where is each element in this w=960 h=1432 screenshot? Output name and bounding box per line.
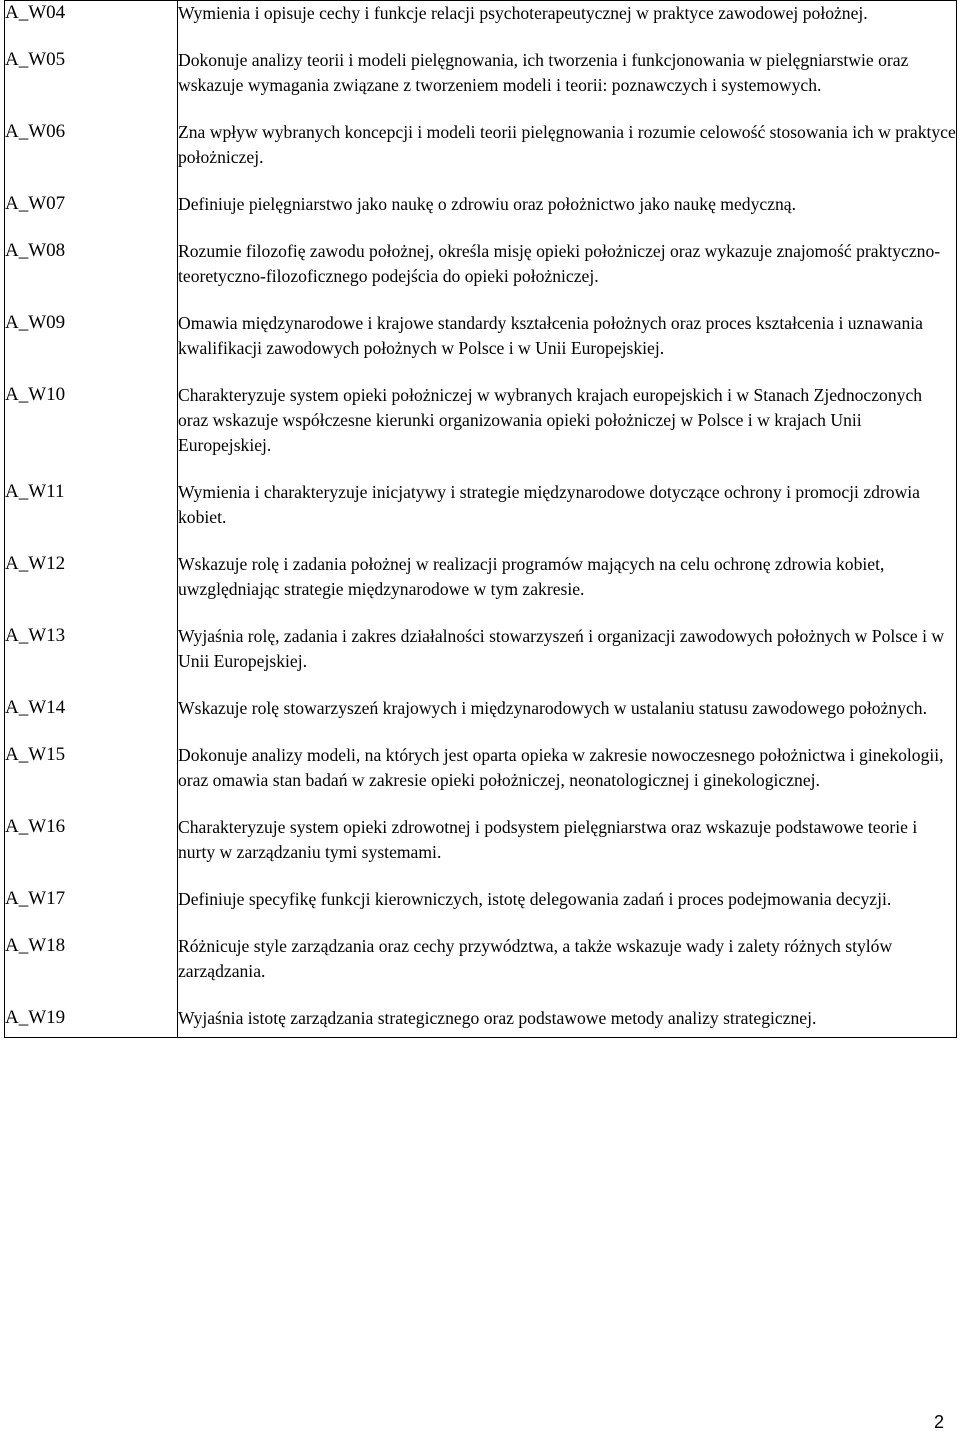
outcome-code: A_W07 xyxy=(5,193,66,214)
outcome-code: A_W14 xyxy=(5,697,66,718)
outcome-code: A_W15 xyxy=(5,744,66,765)
outcome-code: A_W04 xyxy=(5,2,66,23)
learning-outcomes-table xyxy=(4,0,957,1038)
outcome-description: Dokonuje analizy modeli, na których jest oparta opieka w zakresie nowoczesnego położnictwa i ginekologii, oraz omawia stan badań w zakresie opieki położniczej, neonatologicznej i ginekologicznej. xyxy=(178,745,944,790)
outcome-description: Charakteryzuje system opieki położniczej w wybranych krajach europejskich i w Stanach Zjednoczonych oraz wskazuje współczesne kierunki organizowania opieki położniczej w Polsce i w krajach Unii Europejskiej. xyxy=(178,385,923,455)
outcome-code: A_W11 xyxy=(5,481,65,502)
outcome-code: A_W13 xyxy=(5,625,66,646)
outcome-description: Rozumie filozofię zawodu położnej, określa misję opieki położniczej oraz wykazuje znajomość praktyczno-teoretyczno-filozoficznego podejścia do opieki położniczej. xyxy=(178,241,941,286)
outcome-code: A_W12 xyxy=(5,553,66,574)
outcome-code: A_W16 xyxy=(5,816,66,837)
outcome-description: Omawia międzynarodowe i krajowe standardy kształcenia położnych oraz proces kształcenia i uznawania kwalifikacji zawodowych położnych w Polsce i w Unii Europejskiej. xyxy=(178,313,923,358)
outcome-description: Definiuje specyfikę funkcji kierowniczych, istotę delegowania zadań i proces podejmowania decyzji. xyxy=(178,889,892,909)
outcome-code: A_W17 xyxy=(5,888,66,909)
codes-column xyxy=(5,1,178,1038)
outcome-code: A_W18 xyxy=(5,935,66,956)
outcome-description: Wyjaśnia rolę, zadania i zakres działalności stowarzyszeń i organizacji zawodowych położnych w Polsce i w Unii Europejskiej. xyxy=(178,626,945,671)
outcome-description: Wyjaśnia istotę zarządzania strategicznego oraz podstawowe metody analizy strategicznej. xyxy=(178,1008,817,1028)
outcome-code: A_W19 xyxy=(5,1007,66,1028)
descriptions-column xyxy=(178,1,957,1038)
outcome-code: A_W05 xyxy=(5,49,66,70)
outcome-code: A_W10 xyxy=(5,384,66,405)
outcome-code: A_W09 xyxy=(5,312,66,333)
outcome-description: Wymienia i charakteryzuje inicjatywy i strategie międzynarodowe dotyczące ochrony i promocji zdrowia kobiet. xyxy=(178,482,920,527)
outcome-description: Wskazuje rolę i zadania położnej w realizacji programów mających na celu ochronę zdrowia kobiet, uwzględniając strategie międzynarodowe w tym zakresie. xyxy=(178,554,885,599)
outcome-description: Wskazuje rolę stowarzyszeń krajowych i międzynarodowych w ustalaniu statusu zawodowego położnych. xyxy=(178,698,927,718)
outcome-description: Zna wpływ wybranych koncepcji i modeli teorii pielęgnowania i rozumie celowość stosowania ich w praktyce położniczej. xyxy=(178,122,956,167)
outcome-code: A_W08 xyxy=(5,240,66,261)
page-number: 2 xyxy=(933,1412,944,1432)
outcome-description: Charakteryzuje system opieki zdrowotnej i podsystem pielęgniarstwa oraz wskazuje podstawowe teorie i nurty w zarządzaniu tymi systemami. xyxy=(178,817,918,862)
outcome-description: Wymienia i opisuje cechy i funkcje relacji psychoterapeutycznej w praktyce zawodowej położnej. xyxy=(178,3,868,23)
outcome-description: Definiuje pielęgniarstwo jako naukę o zdrowiu oraz położnictwo jako naukę medyczną. xyxy=(178,194,797,214)
table-row xyxy=(5,1,957,1038)
outcome-description: Różnicuje style zarządzania oraz cechy przywództwa, a także wskazuje wady i zalety różnych stylów zarządzania. xyxy=(178,936,893,981)
outcome-code: A_W06 xyxy=(5,121,66,142)
outcome-description: Dokonuje analizy teorii i modeli pielęgnowania, ich tworzenia i funkcjonowania w pielęgniarstwie oraz wskazuje wymagania związane z tworzeniem modeli i teorii: poznawczych i systemowych. xyxy=(178,50,909,95)
